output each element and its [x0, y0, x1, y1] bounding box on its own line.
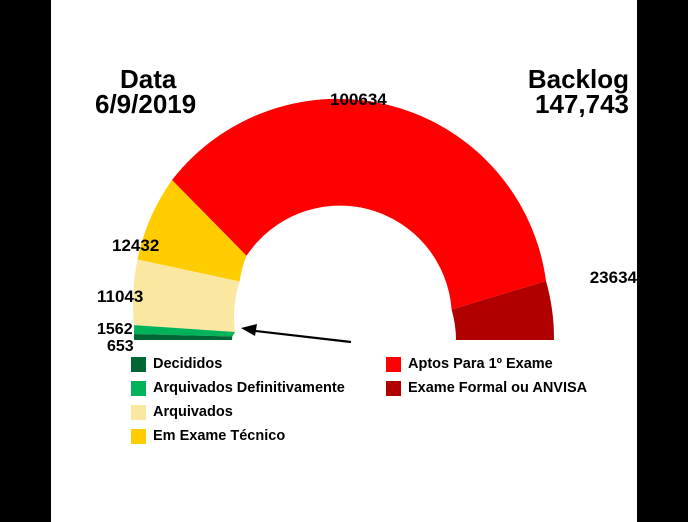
value-label-decididos: 653	[107, 338, 134, 355]
legend-item-exame-formal	[386, 376, 587, 400]
legend-swatch-icon	[131, 357, 146, 372]
legend-label: Exame Formal ou ANVISA	[408, 379, 588, 396]
data-title: Data	[120, 64, 177, 94]
legend-swatch-icon	[131, 381, 146, 396]
legend-swatch-icon	[386, 381, 401, 396]
legend-swatch-icon	[131, 429, 146, 444]
legend-right	[386, 352, 587, 400]
legend-item-arquivados	[131, 400, 345, 424]
backlog-value: 147,743	[535, 89, 629, 119]
value-label-arquivados-definitivamente: 1562	[97, 321, 133, 338]
annotation-arrow-icon	[241, 324, 351, 342]
legend-label: Arquivados	[153, 403, 233, 420]
chart-canvas	[51, 0, 637, 522]
value-label-em-exame-tecnico: 12432	[112, 236, 160, 255]
value-label-arquivados: 11043	[97, 287, 144, 306]
legend-item-aptos	[386, 352, 587, 376]
value-label-aptos: 100634	[330, 90, 387, 109]
legend-label: Em Exame Técnico	[153, 427, 286, 444]
legend-item-em-exame-tecnico	[131, 424, 345, 448]
data-value: 6/9/2019	[95, 89, 197, 119]
legend-label: Decididos	[153, 355, 223, 372]
legend-item-decididos	[131, 352, 345, 376]
legend-item-arquivados-definitivamente	[131, 376, 345, 400]
legend-swatch-icon	[386, 357, 401, 372]
value-label-exame-formal: 23634	[589, 268, 637, 287]
legend-left	[131, 352, 345, 448]
legend-label: Aptos Para 1º Exame	[408, 355, 553, 372]
legend-swatch-icon	[131, 405, 146, 420]
backlog-title: Backlog	[527, 64, 629, 94]
legend-label: Arquivados Definitivamente	[153, 379, 345, 396]
